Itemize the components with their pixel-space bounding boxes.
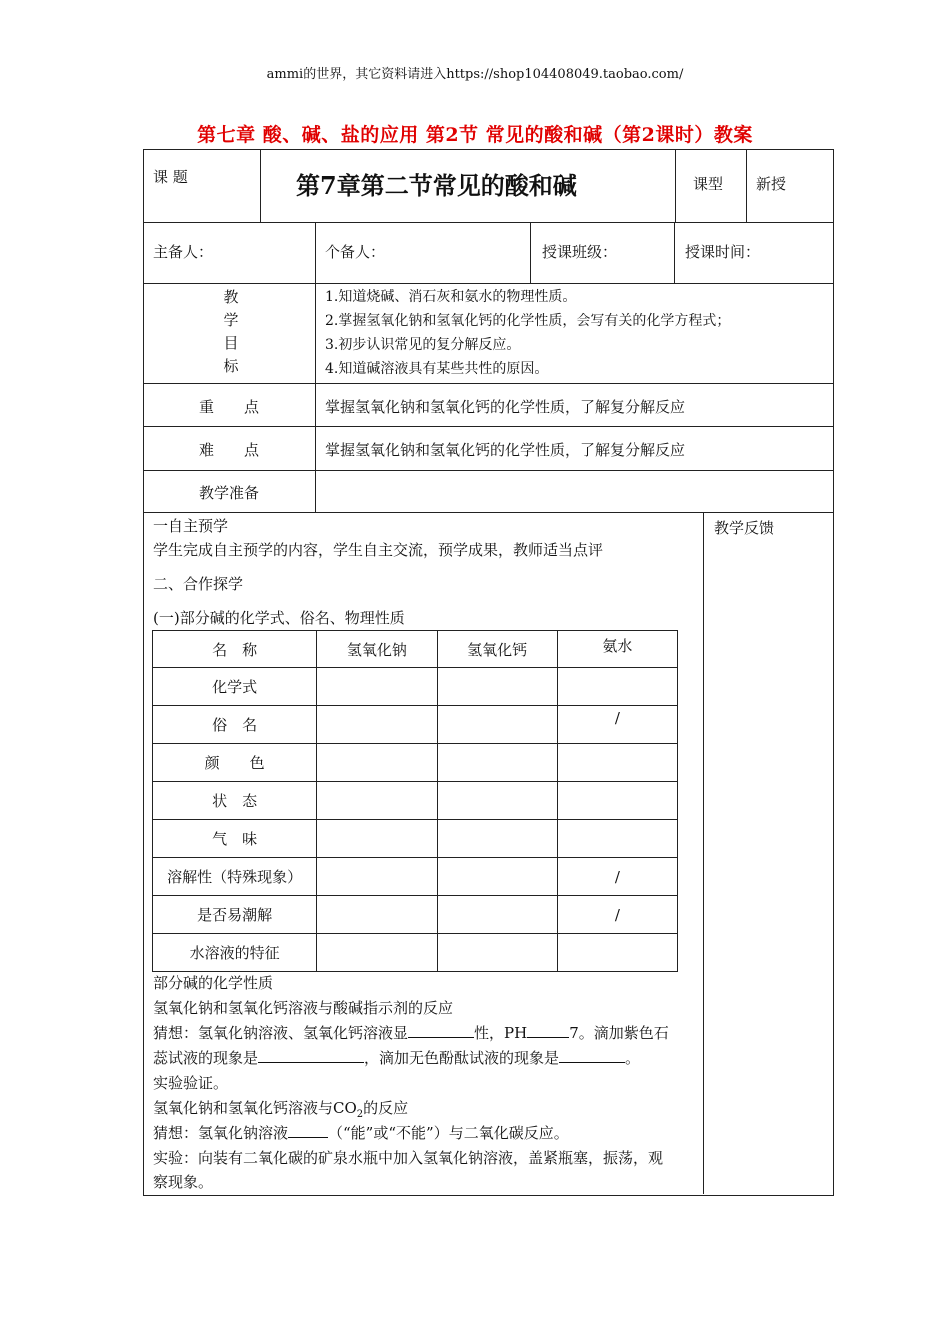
blank-field[interactable] bbox=[559, 1046, 625, 1063]
blank-field[interactable] bbox=[408, 1021, 474, 1038]
blank-field[interactable] bbox=[258, 1046, 364, 1063]
table-header: 氨水 bbox=[557, 631, 677, 668]
section-1-title: 一自主预学 bbox=[153, 517, 229, 535]
objective-item: 2.掌握氢氧化钠和氢氧化钙的化学性质，会写有关的化学方程式； bbox=[325, 313, 731, 329]
table-row: 气 味 bbox=[153, 820, 678, 858]
table-row: 俗 名 / bbox=[153, 706, 678, 744]
table-header: 氢氧化钠 bbox=[317, 631, 437, 668]
time-label: 授课时间： bbox=[685, 243, 761, 261]
table-row: 水溶液的特征 bbox=[153, 934, 678, 972]
blank-field[interactable] bbox=[527, 1021, 569, 1038]
paragraph-7: 猜想：氢氧化钠溶液 （“能”或“不能”）与二氧化碳反应。 bbox=[153, 1121, 569, 1145]
section-1-text: 学生完成自主预学的内容，学生自主交流，预学成果，教师适当点评 bbox=[153, 541, 604, 559]
main-preparer-label: 主备人： bbox=[153, 243, 214, 261]
prep-label: 教学准备 bbox=[198, 484, 259, 502]
key-label: 重 点 bbox=[198, 398, 259, 416]
section-2-title: 二、合作探学 bbox=[153, 575, 244, 593]
page-title: 第七章 酸、碱、盐的应用 第2节 常见的酸和碱（第2课时）教案 bbox=[197, 124, 753, 146]
paragraph-2: 氢氧化钠和氢氧化钙溶液与酸碱指示剂的反应 bbox=[153, 999, 454, 1017]
table-header: 名 称 bbox=[153, 631, 317, 668]
topic-label: 课 题 bbox=[153, 168, 188, 186]
paragraph-9: 察现象。 bbox=[153, 1173, 214, 1191]
objective-item: 3.初步认识常见的复分解反应。 bbox=[325, 337, 521, 353]
paragraph-4: 蕊试液的现象是 ，滴加无色酚酞试液的现象是 。 bbox=[153, 1046, 640, 1070]
paragraph-6: 氢氧化钠和氢氧化钙溶液与$CO_2$的反应 bbox=[153, 1099, 409, 1120]
type-label: 课型 bbox=[693, 175, 724, 193]
individual-preparer-label: 个备人： bbox=[325, 243, 386, 261]
table-row: 化学式 bbox=[153, 668, 678, 706]
table-row: 是否易潮解 / bbox=[153, 896, 678, 934]
paragraph-1: 部分碱的化学性质 bbox=[153, 974, 274, 992]
class-label: 授课班级： bbox=[542, 243, 618, 261]
objective-item: 1.知道烧碱、消石灰和氨水的物理性质。 bbox=[325, 289, 577, 305]
table-row: 状 态 bbox=[153, 782, 678, 820]
difficulty-label: 难 点 bbox=[198, 441, 259, 459]
feedback-label: 教学反馈 bbox=[714, 519, 775, 537]
difficulty-value: 掌握氢氧化钠和氢氧化钙的化学性质，了解复分解反应 bbox=[325, 441, 686, 459]
topic-value: 第7章第二节常见的酸和碱 bbox=[296, 171, 577, 200]
objectives-label: 教 学 目 标 bbox=[223, 288, 239, 375]
table-header: 氢氧化钙 bbox=[437, 631, 557, 668]
table-row: 颜 色 bbox=[153, 744, 678, 782]
objectives-list bbox=[325, 285, 730, 381]
type-value: 新授 bbox=[756, 175, 787, 193]
page-header: ammi的世界，其它资料请进入https://shop104408049.taobao.com/ bbox=[266, 67, 684, 82]
bases-table bbox=[152, 630, 678, 972]
blank-field[interactable] bbox=[288, 1121, 328, 1138]
table-row: 溶解性（特殊现象） / bbox=[153, 858, 678, 896]
section-2-subtitle: (一)部分碱的化学式、俗名、物理性质 bbox=[153, 609, 405, 627]
objective-item: 4.知道碱溶液具有某些共性的原因。 bbox=[325, 361, 549, 377]
key-value: 掌握氢氧化钠和氢氧化钙的化学性质，了解复分解反应 bbox=[325, 398, 686, 416]
paragraph-3: 猜想：氢氧化钠溶液、氢氧化钙溶液显 性，PH 7。滴加紫色石 bbox=[153, 1021, 669, 1045]
paragraph-8: 实验：向装有二氧化碳的矿泉水瓶中加入氢氧化钠溶液，盖紧瓶塞，振荡，观 bbox=[153, 1149, 664, 1167]
paragraph-5: 实验验证。 bbox=[153, 1074, 229, 1092]
